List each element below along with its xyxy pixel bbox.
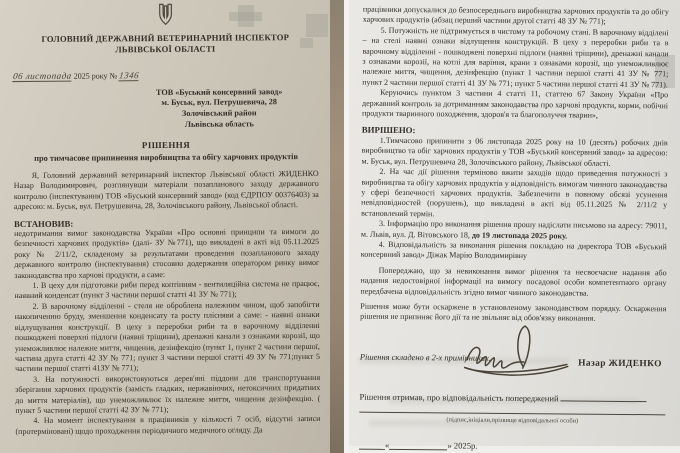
deadline-date: до 19 листопада 2025 року. <box>471 230 568 240</box>
trident-emblem-icon <box>13 2 318 34</box>
established-heading: ВСТАНОВИВ: <box>14 218 74 229</box>
signature-blank-line <box>561 392 647 402</box>
header-region: ЛЬВІВСЬКОЇ ОБЛАСТІ <box>115 44 216 55</box>
day-blank <box>359 441 385 450</box>
addressee-line: м. Буськ, вул. Петрушевича, 28 <box>161 97 278 108</box>
date-printed-label: 2025 року № <box>73 71 118 82</box>
appeal-paragraph: Рішення може бути оскаржене в установленому законодавством порядку. Оскарження рішення не припиняє його дії та не звільняє від обов'язку виконання. <box>360 301 667 324</box>
table-edge-background <box>330 0 344 453</box>
copies-note: Рішення складено в 2-х примірниках. <box>359 352 491 363</box>
signature-rule <box>359 404 665 416</box>
receipt-line <box>359 390 665 404</box>
decision-subtitle: про тимчасове припинення виробництва та обігу харчових продуктів <box>34 151 299 163</box>
signature-icon <box>455 321 586 388</box>
decision-item-1: 1.Тимчасово припинити з 06 листопада 2025 року на 10 (десять) робочих днів виробництво та обіг харчових продуктів у ТОВ «Буський консервний завод» за адресою: м. Буськ, вул. Петрушевича 28, Золочівського району, Львівської області. <box>361 135 668 168</box>
date-line <box>13 69 318 83</box>
addressee-line: ТОВ «Буський консервний завод» <box>155 86 283 97</box>
left-page-photo <box>0 0 330 453</box>
legal-basis-paragraph: Керуючись пунктом 3 частини 4 статті 11, статтею 67 Закону України «Про державний контроль за дотриманням законодавства про харчові продукти, корми, побічні продукти тваринного походження, здоров'я та благополуччя тварин», <box>361 88 669 120</box>
addressee-line: Львівська область <box>184 118 254 129</box>
right-page-photo <box>349 0 680 453</box>
violation-item-2: 2. В варочному відділенні - стеля не оброблена належним чином, щоб запобігти накопиченню бруду, зменшення конденсату та росту плісняви а саме: - наявні ознаки відлущування конструкції. В цеху з переробки риби та в варочному відділенні пошкоджені поверхні підлоги (наявні тріщини), дренажні канали з ознаками корозії, що унеможливлює належне миття, чищення, дезінфекцію (пункт 1, пункт 2 частини першої, частина друга статті 42 ЗУ № 771; пункт 3 частини першої статті 49 ЗУ № 771;пункт 5 частини першої статті 41ЗУ № 771); <box>14 299 321 374</box>
decision-item-3-text: 3. Інформацію про виконання рішення прошу надіслати письмово на адресу: 79011, м. Львів, вул. Д. Вітовського 18, <box>360 218 668 240</box>
year-label: 2025р. <box>453 440 478 451</box>
warning-paragraph: Попереджаю, що за невиконання вимог рішення та несвоєчасне надання або надання недостовірної інформації на вимогу посадової особи компетентного органу передбачена відповідальність згідно вимог чинного законодавства. <box>360 265 667 298</box>
header-org-name: ГОЛОВНИЙ ДЕРЖАВНИЙ ВЕТЕРИНАРНИЙ ІНСПЕКТОР <box>41 32 290 45</box>
established-intro: недотримання вимог законодавства України «Про основні принципи та вимоги до безпечності харчових продуктів» (далі- ЗУ №771), що викладені в акті від 05.11.2025 року № 2/11/2, складеному за результатами проведення позапланового заходу державного контролю (інспектування) стосовно додержання оператором ринку вимог законодавства про харчові продукти, а саме: <box>14 226 320 280</box>
decision-item-4: 4. Відповідальність за виконання рішення покладаю на директора ТОВ «Буський консервний завод» Діжак Марію Володимирівну <box>360 239 667 261</box>
addressee-block <box>124 87 314 131</box>
handwritten-date: 06 листопада <box>12 71 73 82</box>
signer-name: Назар ЖИДЕНКО <box>578 358 662 370</box>
violation-item-3: 3. На потужності використовуються дерев'яні піддони для транспортування зберігання харчових продуктів (замість гладких, нержавіючих, нетоксичних придатних до миття матеріалів), що унеможливлює їх належне миття, чищення дезінфекцію. ( пункт 5 частини першої статті 42 ЗУ № 771); <box>15 372 321 415</box>
receipt-text: Рішення отримав, про відповідальність попереджений <box>359 391 559 404</box>
continuation-paragraph: працівники допускалися до безпосереднього виробництва харчових продуктів та до обігу харчових продуктів (абзац перший частини другої статті 48 ЗУ № 771); <box>362 4 669 27</box>
violation-item-5: 5. Потужність не підтримується в чистому та робочому стані. В варочному відділені – на стелі наявні ознаки відлущення конструкцій. В цеху з переробки риби та в варочному відділенні - пошкоджені поверхні підлоги (наявні тріщини), дренажні канали з ознаками корозії, на котлі для варіння, крани з ознаками корозії, що унеможливлює належне миття, чищення, дезінфекцію (пункт 1 частини першої статті 41 ЗУ № 771; пункт 2 частини першої статті 41 ЗУ № 771; пункт 5 частини першої статті 41 ЗУ № 771). <box>362 25 669 90</box>
document-number: 1346 <box>118 70 140 81</box>
decision-item-3 <box>361 219 667 242</box>
addressee-line: Золочівський район <box>181 108 257 118</box>
date-blank-line: « » 2025р. <box>359 439 665 452</box>
decided-heading: ВИРІШЕНО: <box>361 125 416 136</box>
decision-item-2: 2. На час дії рішення терміново вжити заходів щодо приведення потужності з виробництва та обігу харчових продуктів у відповідність вимогам чинного законодавства у сфері безпечності харчових продуктів. Забезпечити в повному обсязі усунення невідповідностей (порушень), що викладені в акті від 05.11.2025 № 2/11/2 у встановлений термін. <box>361 166 668 219</box>
receipt-caption: (підпис,ініціали,прізвище відповідальної особи) <box>446 416 579 425</box>
intro-paragraph: Я, Головний державний ветеринарний інспектор Львівської області ЖИДЕНКО Назар Володимирович, розглянувши матеріали позапланового заходу державного контролю (інспектування) ТОВ «Буський консервний завод» (код ЄДРПОУ 00376403) за адресою: м. Буськ, вул. Петрушевича, 28, Золочівського району, Львівської області. <box>13 168 319 212</box>
month-blank <box>389 441 447 451</box>
violation-item-4: 4. На момент інспектування в працівників у кількості 7 осіб, відсутні записи (протерміновані) щодо проходження періодичного медичного огляду. Да <box>15 414 321 436</box>
signature-row <box>360 326 666 387</box>
decision-title: РІШЕННЯ <box>141 140 191 151</box>
violation-item-1: 1. В цеху для підготовки риби перед коптінням - вентиляційна система не працює, наявний конденсат (пункт 3 частини першої статті 41 ЗУ № 771); <box>14 278 320 301</box>
